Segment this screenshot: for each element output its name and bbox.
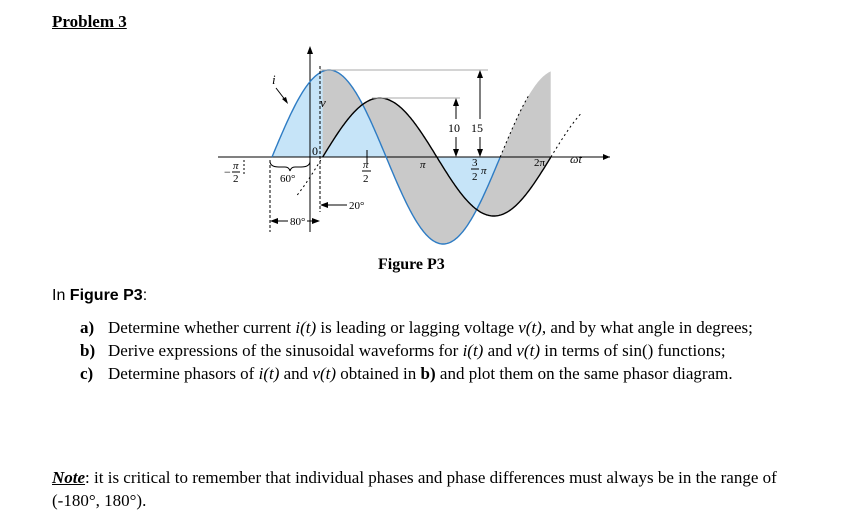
angle-20-arrowhead xyxy=(320,202,328,208)
angle-80-head-right xyxy=(312,218,320,224)
question-text: is leading or lagging voltage xyxy=(316,318,519,337)
question-text: Derive expressions of the sinusoidal waveforms for xyxy=(108,341,463,360)
question-text: and plot them on the same phasor diagram. xyxy=(435,364,733,383)
amplitude-axis-arrow xyxy=(307,46,313,54)
angle-80-head-left xyxy=(270,218,278,224)
tick-three-half-num: 3 xyxy=(472,157,478,169)
problem-heading: Problem 3 xyxy=(52,12,127,31)
question-text: v(t) xyxy=(516,341,540,360)
question-text: , and by what angle in degrees; xyxy=(541,318,753,337)
time-axis-arrow xyxy=(603,154,610,160)
question-text: and xyxy=(483,341,517,360)
question-text: v(t) xyxy=(518,318,542,337)
intro-suffix: : xyxy=(142,287,148,304)
amp-10-label: 10 xyxy=(448,121,460,135)
note-paragraph xyxy=(52,466,792,512)
intro-prefix: In xyxy=(52,287,70,304)
question-text: Determine phasors of xyxy=(108,364,259,383)
question-text: i(t) xyxy=(462,341,484,360)
question-list xyxy=(80,318,780,387)
question-text: obtained in xyxy=(336,364,421,383)
question-text: and xyxy=(279,364,313,383)
tick-minus-sign: − xyxy=(224,165,231,179)
question-text: v(t) xyxy=(312,364,337,383)
intro-figure-ref: Figure P3 xyxy=(69,287,143,304)
curve-v-label: v xyxy=(320,95,326,110)
amp-15-head-down xyxy=(477,149,483,157)
angle-80-label: 80° xyxy=(290,216,306,228)
question-label: a) xyxy=(80,318,95,337)
question-text: i(t) xyxy=(258,364,280,383)
question-text: b) xyxy=(420,364,436,383)
question-label: c) xyxy=(80,364,94,383)
question-text: Determine whether current xyxy=(108,318,296,337)
tick-three-half-den: 2 xyxy=(472,171,478,183)
angle-20-label: 20° xyxy=(349,200,365,212)
note-label: Note xyxy=(52,468,86,487)
amp-15-head-up xyxy=(477,70,483,78)
intro-line xyxy=(52,287,147,305)
curve-i-pointer-head xyxy=(282,97,288,104)
tick-pi-label: π xyxy=(420,159,426,171)
tick-neg-pi-num: π xyxy=(233,160,239,172)
tick-half-pi-num: π xyxy=(363,159,369,171)
tick-two-pi-label: 2π xyxy=(534,157,546,169)
figure-caption: Figure P3 xyxy=(378,256,445,273)
note-text: : it is critical to remember that individual phases and phase differences must always be in the range of (-180°, 180°). xyxy=(52,468,777,510)
tick-three-half-pi: π xyxy=(481,165,487,177)
amp-10-head-up xyxy=(453,98,459,106)
axis-label-omega-t: ωt xyxy=(570,152,582,166)
tick-neg-pi-den: 2 xyxy=(233,173,239,185)
amp-10-head-down xyxy=(453,149,459,157)
origin-label: 0 xyxy=(312,144,318,158)
question-item xyxy=(80,341,780,361)
tick-half-pi-den: 2 xyxy=(363,173,369,185)
amp-15-label: 15 xyxy=(471,121,483,135)
question-label: b) xyxy=(80,341,96,360)
angle-60-label: 60° xyxy=(280,173,296,185)
question-item xyxy=(80,318,780,338)
curve-i-label: i xyxy=(272,72,276,87)
question-text: in terms of sin() functions; xyxy=(539,341,726,360)
voltage-waveform-extension xyxy=(551,113,582,158)
question-text: i(t) xyxy=(295,318,317,337)
angle-60-brace xyxy=(270,161,310,171)
question-item xyxy=(80,364,780,384)
